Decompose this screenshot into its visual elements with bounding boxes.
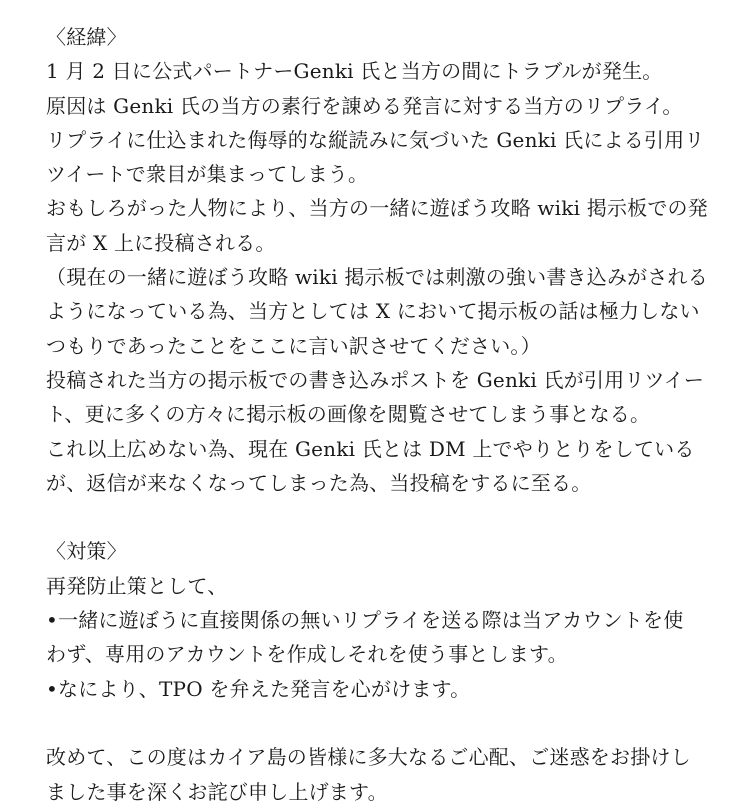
countermeasure-line: •一緒に遊ぼうに直接関係の無いリプライを送る際は当アカウントを使	[46, 608, 684, 633]
countermeasure-line: 再発防止策として、	[46, 573, 228, 598]
background-line: ようになっている為、当方としては X において掲示板の話は極力しない	[46, 299, 700, 324]
background-line: ト、更に多くの方々に掲示板の画像を閲覧させてしまう事となる。	[46, 402, 651, 427]
countermeasure-line: •なにより、TPO を弁えた発言を心がけます。	[46, 676, 471, 701]
background-line: （現在の一緒に遊ぼう攻略 wiki 掲示板では刺激の強い書き込みがされる	[46, 265, 708, 290]
background-line: 原因は Genki 氏の当方の素行を諌める発言に対する当方のリプライ。	[46, 93, 683, 118]
background-line: 投稿された当方の掲示板での書き込みポストを Genki 氏が引用リツイー	[46, 367, 705, 392]
background-line: リプライに仕込まれた侮辱的な縦読みに気づいた Genki 氏による引用リ	[46, 127, 705, 152]
background-line: が、返信が来なくなってしまった為、当投稿をするに至る。	[46, 470, 592, 495]
section-spacer	[46, 706, 726, 740]
closing-line: 改めて、この度はカイア島の皆様に多大なるご心配、ご迷惑をお掛けし	[46, 745, 691, 770]
background-line: 1 月 2 日に公式パートナーGenki 氏と当方の間にトラブルが発生。	[46, 59, 663, 84]
section-heading-background: 〈経緯〉	[46, 25, 127, 49]
background-line: これ以上広めない為、現在 Genki 氏とは DM 上でやりとりをしている	[46, 436, 695, 461]
apology-document	[46, 20, 726, 809]
background-line: ツイートで衆目が集まってしまう。	[46, 162, 369, 187]
countermeasure-line: わず、専用のアカウントを作成しそれを使う事とします。	[46, 642, 568, 667]
background-line: おもしろがった人物により、当方の一緒に遊ぼう攻略 wiki 掲示板での発	[46, 196, 708, 221]
closing-line: ました事を深くお詫び申し上げます。	[46, 779, 388, 804]
section-heading-countermeasures: 〈対策〉	[46, 539, 127, 564]
background-line: 言が X 上に投稿される。	[46, 230, 276, 255]
background-line: つもりであったことをここに言い訳させてください。）	[46, 333, 541, 358]
section-spacer	[46, 500, 726, 534]
